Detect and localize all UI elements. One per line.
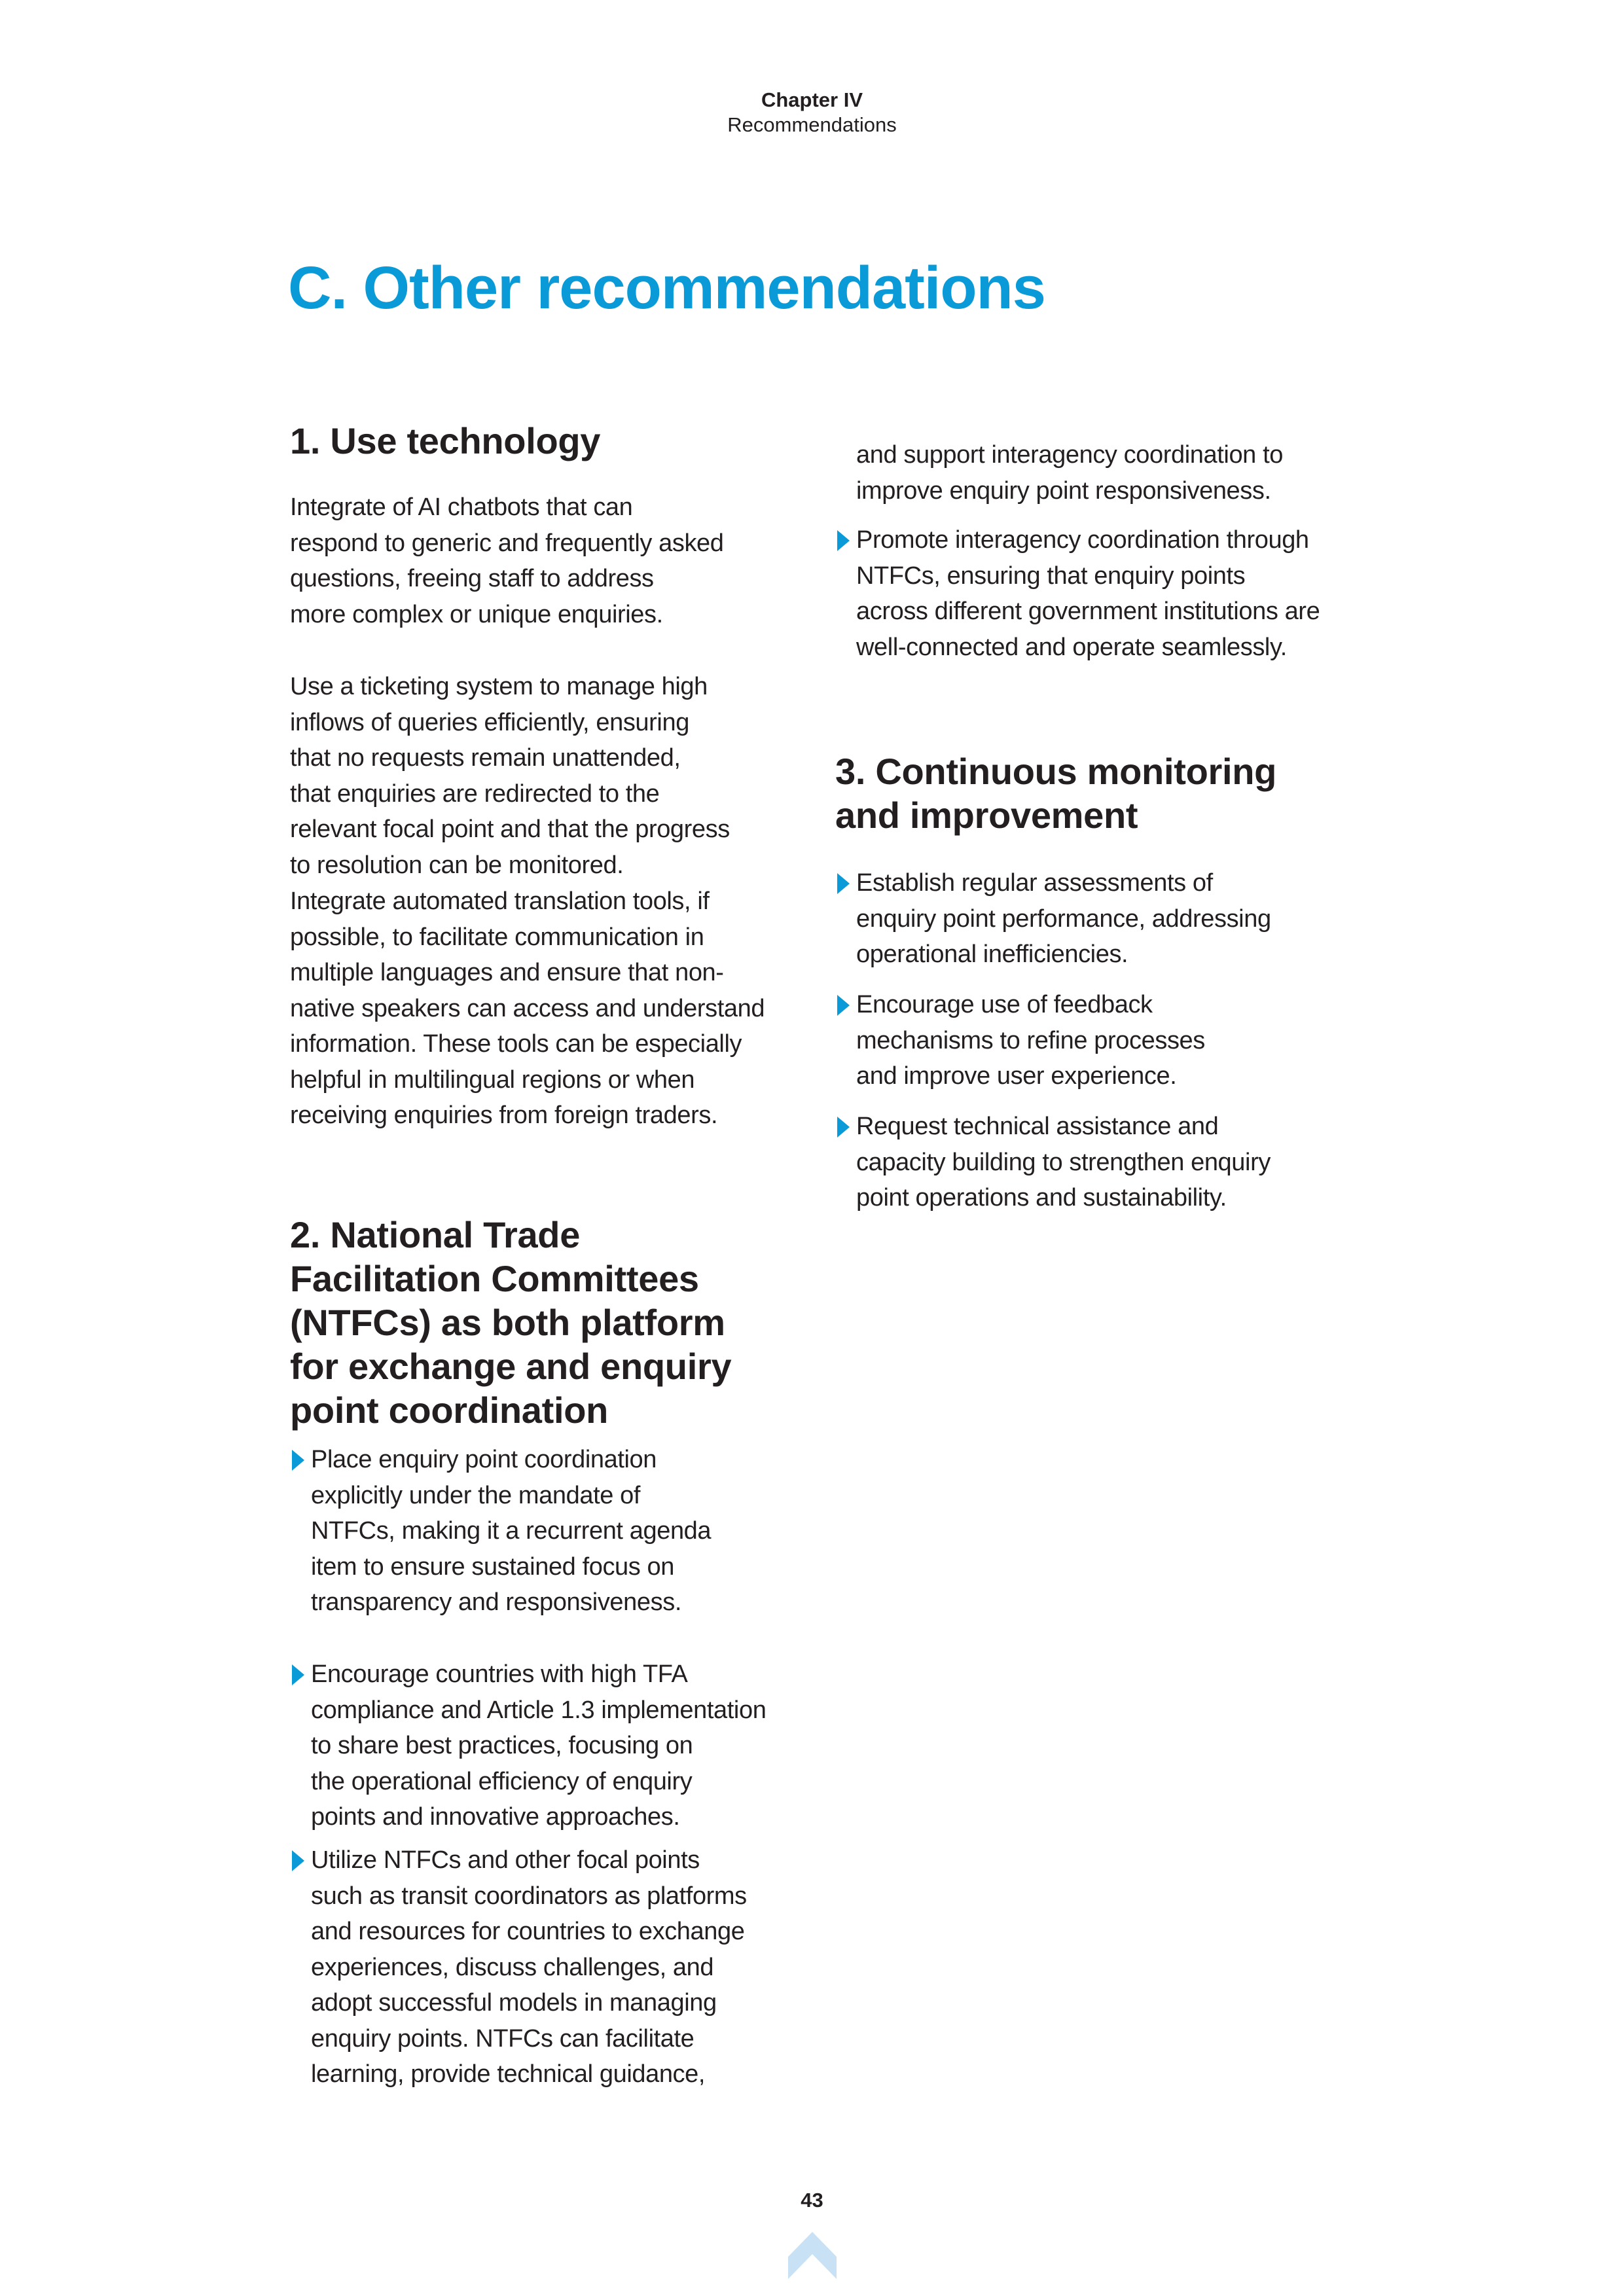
page-number: 43 xyxy=(801,2189,823,2212)
section-heading-ntfcs: 2. National Trade Facilitation Committees (NTFCs) as both platform for exchange and enquiry point coordination xyxy=(290,1214,732,1431)
running-head xyxy=(0,88,1624,137)
bullet-triangle-icon xyxy=(837,1117,850,1138)
bullet-triangle-icon xyxy=(837,530,850,551)
bullet-triangle-icon xyxy=(292,1850,304,1871)
section-heading-continuous-monitoring: 3. Continuous monitoring and improvement xyxy=(835,751,1277,836)
bullet-text: Encourage countries with high TFA compliance and Article 1.3 implementation to share best practices, focusing on the operational efficiency of enquiry points and innovative approaches. xyxy=(311,1660,767,1831)
bullet-item xyxy=(835,522,1372,665)
bullet-triangle-icon xyxy=(837,995,850,1016)
bullet-item xyxy=(835,1109,1372,1216)
bullet-item xyxy=(290,1657,827,1835)
paragraph-ticketing-system: Use a ticketing system to manage high inflows of queries efficiently, ensuring that no requests remain unattended, that enquiries are redirected to the relevant focal point and that the progress to resolution can be monitored. xyxy=(290,673,730,879)
bullet-item xyxy=(290,1442,827,1621)
paragraph-ai-chatbots: Integrate of AI chatbots that can respond to generic and frequently asked questions, freeing staff to address more complex or unique enquiries. xyxy=(290,493,724,628)
bullet-triangle-icon xyxy=(837,873,850,894)
bullet-continuation xyxy=(856,437,1283,509)
section-heading-use-technology: 1. Use technology xyxy=(290,420,601,461)
bullet-item xyxy=(290,1842,827,2092)
bullet-triangle-icon xyxy=(292,1450,304,1471)
bullet-text: Encourage use of feedback mechanisms to refine processes and improve user experience. xyxy=(856,991,1205,1090)
chevron-up-icon xyxy=(788,2232,837,2279)
bullet-text: Utilize NTFCs and other focal points such as transit coordinators as platforms and resources for countries to exchange experiences, discuss challenges, and adopt successful models in managing enquiry points. NTFCs can facilitate learning, provide technical guidance, xyxy=(311,1846,747,2088)
bullet-triangle-icon xyxy=(292,1664,304,1685)
bullet-text: Promote interagency coordination through NTFCs, ensuring that enquiry points across different government institutions are well-connected and operate seamlessly. xyxy=(856,526,1320,661)
page-title: C. Other recommendations xyxy=(288,255,1045,321)
bullet-text: Place enquiry point coordination explicitly under the mandate of NTFCs, making it a recurrent agenda item to ensure sustained focus on transparency and responsiveness. xyxy=(311,1446,712,1616)
bullet-text: Establish regular assessments of enquiry point performance, addressing operational inefficiencies. xyxy=(856,869,1271,968)
bullet-continuation-text: and support interagency coordination to improve enquiry point responsiveness. xyxy=(856,441,1283,505)
paragraph-translation-tools: Integrate automated translation tools, if possible, to facilitate communication in multiple languages and ensure that non- native speakers can access and understand information. These tools can be especially helpful in multilingual regions or when receiving enquiries from foreign traders. xyxy=(290,888,765,1129)
chapter-label: Chapter IV xyxy=(761,88,863,111)
bullet-item xyxy=(835,987,1372,1094)
bullet-text: Request technical assistance and capacity building to strengthen enquiry point operations and sustainability. xyxy=(856,1113,1271,1211)
bullet-item xyxy=(835,865,1372,973)
back-to-top-button[interactable] xyxy=(788,2232,837,2279)
chapter-subtitle: Recommendations xyxy=(727,113,897,136)
